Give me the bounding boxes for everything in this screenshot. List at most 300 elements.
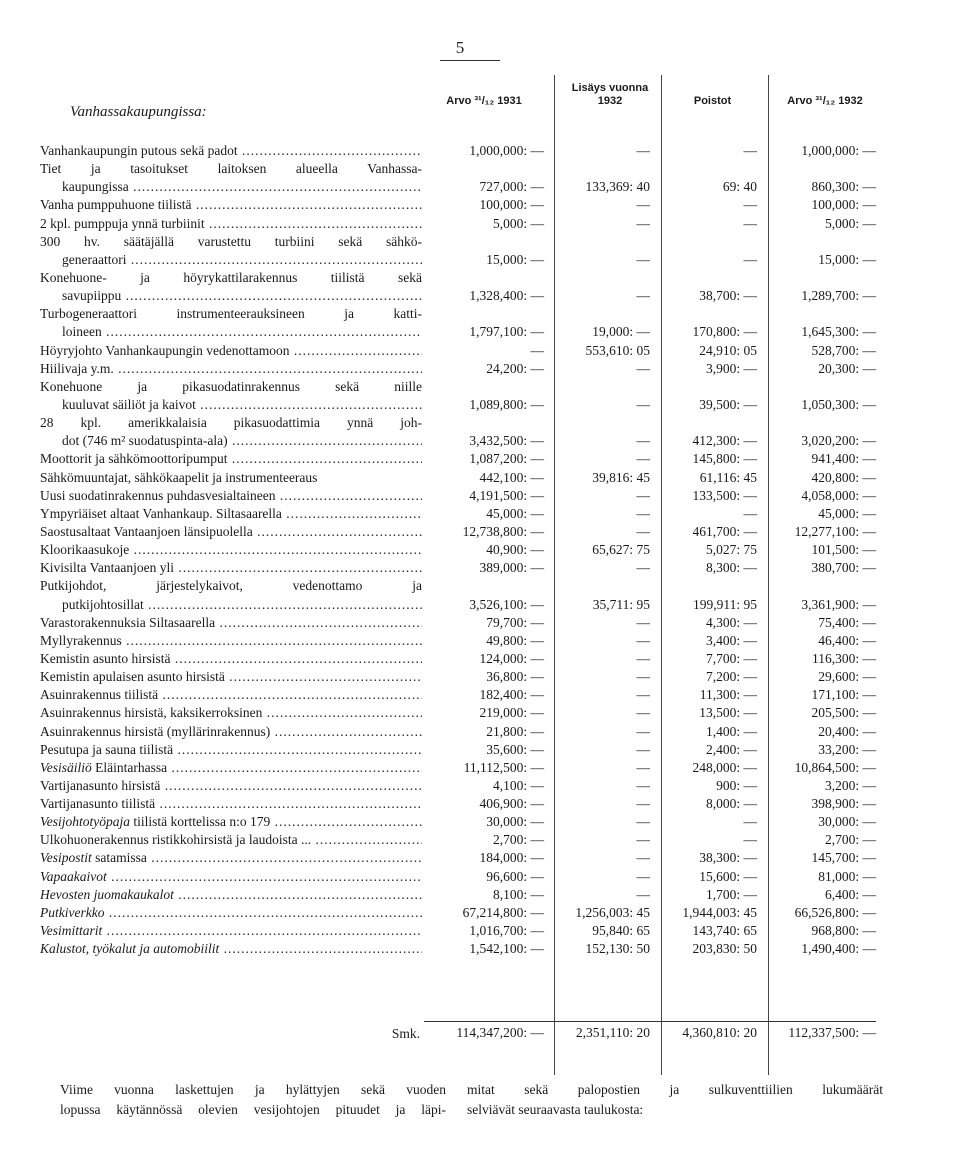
- footer-paragraph-left: [60, 1080, 446, 1120]
- row-label: [40, 414, 422, 450]
- cell-value-1931: 1,328,400: —: [469, 288, 544, 304]
- row-label-line: kuuluvat säiliöt ja kaivot .....: [40, 396, 422, 414]
- row-label: [40, 378, 422, 414]
- cell-deductions: 4,300: —: [705, 614, 757, 630]
- cell-additions-1932: —: [636, 759, 650, 775]
- cell-value-1931: 15,000: —: [486, 251, 544, 267]
- cell-value-1932: 30,000: —: [818, 814, 876, 830]
- table-row: [40, 813, 876, 831]
- row-label: [40, 269, 422, 305]
- cell-value-1931: 1,089,800: —: [469, 396, 544, 412]
- cell-deductions: 900: —: [716, 777, 757, 793]
- cell-deductions: 1,400: —: [705, 723, 757, 739]
- table-row: [40, 831, 876, 849]
- cell-value-1931: 124,000: —: [479, 650, 544, 666]
- cell-value-1932: 1,645,300: —: [801, 324, 876, 340]
- cell-value-1931: 182,400: —: [479, 687, 544, 703]
- row-label-line: Pesutupa ja sauna tiilistä .....: [40, 741, 422, 759]
- cell-value-1932: 75,400: —: [818, 614, 876, 630]
- cell-value-1931: 96,600: —: [486, 868, 544, 884]
- row-label: [40, 922, 422, 940]
- table-row: [40, 196, 876, 214]
- section-title: Vanhassakaupungissa:: [70, 104, 207, 120]
- row-label: [40, 360, 422, 378]
- table-row: [40, 922, 876, 940]
- cell-value-1932: 81,000: —: [818, 868, 876, 884]
- row-label-text: tiilistä korttelissa n:o 179: [130, 814, 271, 830]
- table-row: [40, 650, 876, 668]
- cell-value-1932: 3,361,900: —: [801, 596, 876, 612]
- cell-value-1931: 1,797,100: —: [469, 324, 544, 340]
- cell-value-1932: 860,300: —: [811, 179, 876, 195]
- cell-value-1931: 406,900: —: [479, 796, 544, 812]
- table-row: [40, 795, 876, 813]
- cell-deductions: 13,500: —: [699, 705, 757, 721]
- cell-value-1932: 20,400: —: [818, 723, 876, 739]
- cell-additions-1932: —: [636, 360, 650, 376]
- total-value-1931: 114,347,200: —: [456, 1025, 544, 1040]
- table-row: [40, 632, 876, 650]
- cell-value-1932: 171,100: —: [811, 687, 876, 703]
- total-label: Smk.: [391, 1026, 420, 1042]
- row-label-line: Kemistin asunto hirsistä .....: [40, 650, 422, 668]
- cell-deductions: —: [743, 814, 757, 830]
- column-header-value-1932: Arvo ³¹/₁₂ 1932: [787, 95, 863, 107]
- cell-additions-1932: —: [636, 560, 650, 576]
- cell-deductions: 8,300: —: [705, 560, 757, 576]
- column-header-deductions: Poistot: [693, 95, 732, 107]
- row-label-line: Ulkohuonerakennus ristikkohirsistä ja laudoista ... .....: [40, 831, 422, 849]
- cell-deductions: 11,300: —: [699, 687, 757, 703]
- table-row: [40, 686, 876, 704]
- cell-deductions: —: [743, 215, 757, 231]
- row-label-line: Varastorakennuksia Siltasaarella .....: [40, 614, 422, 632]
- cell-value-1932: 3,020,200: —: [801, 433, 876, 449]
- cell-deductions: 412,300: —: [692, 433, 757, 449]
- table-row: [40, 849, 876, 867]
- row-label-line: putkijohtosillat .....: [40, 596, 422, 614]
- row-label-line: Asuinrakennus hirsistä, kaksikerroksinen .....: [40, 704, 422, 722]
- cell-value-1931: 4,191,500: —: [469, 487, 544, 503]
- cell-additions-1932: —: [636, 433, 650, 449]
- cell-additions-1932: —: [636, 723, 650, 739]
- cell-value-1931: 1,542,100: —: [469, 941, 544, 957]
- cell-value-1931: 12,738,800: —: [462, 523, 544, 539]
- cell-value-1932: 20,300: —: [818, 360, 876, 376]
- footer-right-line: mitat sekä palopostien ja sulkuventtiilien lukumäärät: [467, 1082, 883, 1097]
- row-label-italic: Vesimittarit: [40, 923, 103, 939]
- cell-deductions: —: [743, 251, 757, 267]
- cell-deductions: —: [743, 505, 757, 521]
- cell-value-1931: 2,700: —: [492, 832, 544, 848]
- row-label-line: 28 kpl. amerikkalaisia pikasuodattimia ynnä joh-: [40, 415, 422, 431]
- cell-value-1931: 3,526,100: —: [469, 596, 544, 612]
- cell-deductions: 39,500: —: [699, 396, 757, 412]
- row-label: [40, 305, 422, 341]
- row-label-line: Tiet ja tasoitukset laitoksen alueella Vanhassa-: [40, 161, 422, 177]
- cell-value-1931: 1,016,700: —: [469, 923, 544, 939]
- row-label-line: loineen .....: [40, 323, 422, 341]
- cell-value-1931: 67,214,800: —: [462, 904, 544, 920]
- row-label-line: Myllyrakennus .....: [40, 632, 422, 650]
- row-label: [40, 650, 422, 668]
- cell-additions-1932: —: [636, 523, 650, 539]
- row-label: [40, 831, 422, 849]
- cell-additions-1932: —: [636, 832, 650, 848]
- cell-value-1932: 941,400: —: [811, 451, 876, 467]
- cell-additions-1932: —: [636, 451, 650, 467]
- cell-value-1932: 145,700: —: [811, 850, 876, 866]
- table-row: [40, 759, 876, 777]
- cell-value-1931: 3,432,500: —: [469, 433, 544, 449]
- row-label-line: [40, 886, 422, 904]
- row-label: [40, 795, 422, 813]
- cell-additions-1932: —: [636, 868, 650, 884]
- footer-left-line: lopussa käytännössä olevien vesijohtojen pituudet ja läpi-: [60, 1102, 446, 1117]
- cell-additions-1932: —: [636, 396, 650, 412]
- cell-additions-1932: —: [636, 614, 650, 630]
- cell-deductions: 145,800: —: [692, 451, 757, 467]
- cell-value-1931: 8,100: —: [492, 886, 544, 902]
- row-label-line: generaattori .....: [40, 251, 422, 269]
- cell-value-1932: 528,700: —: [811, 342, 876, 358]
- footer-paragraph-right: [467, 1080, 883, 1120]
- row-label-line: Kemistin apulaisen asunto hirsistä .....: [40, 668, 422, 686]
- row-label: [40, 233, 422, 269]
- row-label: [40, 777, 422, 795]
- cell-value-1931: 727,000: —: [479, 179, 544, 195]
- row-label-line: Ympyriäiset altaat Vanhankaup. Siltasaarella .....: [40, 505, 422, 523]
- cell-value-1931: 100,000: —: [479, 197, 544, 213]
- row-label-line: Asuinrakennus hirsistä (myllärinrakennus) .....: [40, 723, 422, 741]
- cell-deductions: 461,700: —: [692, 523, 757, 539]
- total-rule: [424, 1021, 876, 1022]
- cell-deductions: 1,944,003: 45: [682, 904, 757, 920]
- row-label-italic: Hevosten juomakaukalot: [40, 886, 174, 902]
- cell-deductions: —: [743, 143, 757, 158]
- cell-value-1932: 1,289,700: —: [801, 288, 876, 304]
- row-label-line: Saostusaltaat Vantaanjoen länsipuolella .....: [40, 523, 422, 541]
- row-label-line: Vanha pumppuhuone tiilistä .....: [40, 196, 422, 214]
- row-label: [40, 142, 422, 160]
- cell-value-1931: 184,000: —: [479, 850, 544, 866]
- cell-additions-1932: —: [636, 487, 650, 503]
- cell-value-1932: 4,058,000: —: [801, 487, 876, 503]
- row-label-line: Vartijanasunto hirsistä .....: [40, 777, 422, 795]
- cell-value-1932: 205,500: —: [811, 705, 876, 721]
- cell-value-1931: 4,100: —: [492, 777, 544, 793]
- cell-value-1932: 33,200: —: [818, 741, 876, 757]
- table-row: [40, 614, 876, 632]
- cell-deductions: 7,200: —: [705, 669, 757, 685]
- row-label-line: Vanhankaupungin putous sekä padot .....: [40, 142, 422, 160]
- cell-value-1931: 5,000: —: [492, 215, 544, 231]
- row-label-line: Asuinrakennus tiilistä .....: [40, 686, 422, 704]
- row-label: [40, 469, 422, 487]
- cell-additions-1932: —: [636, 632, 650, 648]
- row-label-line: Uusi suodatinrakennus puhdasvesialtaineen .....: [40, 487, 422, 505]
- table-row: [40, 886, 876, 904]
- table-row: [40, 450, 876, 468]
- page-number-rule: [440, 60, 500, 61]
- table-row: [40, 360, 876, 378]
- cell-deductions: 3,400: —: [705, 632, 757, 648]
- row-label: [40, 632, 422, 650]
- cell-value-1931: 11,112,500: —: [463, 759, 544, 775]
- table-row: [40, 414, 876, 450]
- table-row: [40, 541, 876, 559]
- cell-deductions: 199,911: 95: [693, 596, 757, 612]
- table-row: [40, 668, 876, 686]
- cell-additions-1932: —: [636, 197, 650, 213]
- cell-value-1931: 36,800: —: [486, 669, 544, 685]
- total-deductions: 4,360,810: 20: [682, 1025, 757, 1040]
- row-label-line: Höyryjohto Vanhankaupungin vedenottamoon .....: [40, 342, 422, 360]
- table-row: [40, 378, 876, 414]
- cell-value-1932: 29,600: —: [818, 669, 876, 685]
- row-label: [40, 559, 422, 577]
- cell-value-1931: 442,100: —: [479, 469, 544, 485]
- cell-deductions: 7,700: —: [705, 650, 757, 666]
- cell-additions-1932: —: [636, 288, 650, 304]
- cell-value-1932: 5,000: —: [824, 215, 876, 231]
- cell-value-1932: 66,526,800: —: [794, 904, 876, 920]
- table-row: [40, 868, 876, 886]
- table-row: [40, 233, 876, 269]
- footer-left-line: Viime vuonna laskettujen ja hylättyjen sekä vuoden: [60, 1082, 446, 1097]
- cell-value-1932: 380,700: —: [811, 560, 876, 576]
- cell-additions-1932: —: [636, 705, 650, 721]
- row-label: [40, 741, 422, 759]
- table-row: [40, 741, 876, 759]
- cell-additions-1932: 19,000: —: [592, 324, 650, 340]
- row-label: [40, 886, 422, 904]
- cell-additions-1932: —: [636, 687, 650, 703]
- cell-additions-1932: —: [636, 777, 650, 793]
- cell-value-1931: 21,800: —: [486, 723, 544, 739]
- row-label-line: kaupungissa .....: [40, 178, 422, 196]
- row-label-line: Kivisilta Vantaanjoen yli .....: [40, 559, 422, 577]
- cell-value-1932: 6,400: —: [824, 886, 876, 902]
- table-row: [40, 904, 876, 922]
- row-label-line: Turbogeneraattori instrumenteerauksineen ja katti-: [40, 306, 422, 322]
- table-row: [40, 505, 876, 523]
- cell-deductions: 24,910: 05: [699, 342, 757, 358]
- row-label: [40, 868, 422, 886]
- cell-deductions: 5,027: 75: [705, 542, 757, 558]
- table-row: [40, 160, 876, 196]
- column-header-additions-1932: Lisäys vuonna 1932: [571, 82, 649, 107]
- cell-deductions: —: [743, 832, 757, 848]
- cell-deductions: 61,116: 45: [699, 469, 757, 485]
- row-label-text: satamissa: [91, 850, 147, 866]
- row-label: [40, 541, 422, 559]
- row-label-line: 2 kpl. pumppuja ynnä turbiinit .....: [40, 215, 422, 233]
- cell-deductions: 170,800: —: [692, 324, 757, 340]
- row-label: [40, 849, 422, 867]
- cell-value-1931: 45,000: —: [486, 505, 544, 521]
- cell-additions-1932: —: [636, 886, 650, 902]
- table-row: [40, 704, 876, 722]
- cell-additions-1932: 1,256,003: 45: [575, 904, 650, 920]
- table-row: [40, 487, 876, 505]
- row-label-line: Konehuone- ja höyrykattilarakennus tiilistä sekä: [40, 269, 422, 285]
- row-label: [40, 523, 422, 541]
- footer-right-line: selviävät seuraavasta taulukosta:: [467, 1102, 644, 1117]
- row-label-line: [40, 813, 422, 831]
- table-row: [40, 469, 876, 487]
- cell-additions-1932: 39,816: 45: [592, 469, 650, 485]
- cell-value-1932: 46,400: —: [818, 632, 876, 648]
- cell-additions-1932: —: [636, 251, 650, 267]
- cell-additions-1932: 65,627: 75: [592, 542, 650, 558]
- row-label: [40, 940, 422, 958]
- row-label-italic: Vapaakaivot: [40, 868, 107, 884]
- table-row: [40, 215, 876, 233]
- table-row: [40, 523, 876, 541]
- table-row: [40, 723, 876, 741]
- table-row: [40, 142, 876, 160]
- cell-additions-1932: 152,130: 50: [585, 941, 650, 957]
- row-label: [40, 704, 422, 722]
- column-header-value-1931: Arvo ³¹/₁₂ 1931: [446, 95, 522, 107]
- row-label-line: [40, 922, 422, 940]
- row-label-line: savupiippu .....: [40, 287, 422, 305]
- row-label-line: [40, 940, 422, 958]
- row-label-line: Kloorikaasukoje .....: [40, 541, 422, 559]
- cell-value-1931: 40,900: —: [486, 542, 544, 558]
- row-label: [40, 196, 422, 214]
- cell-deductions: 248,000: —: [692, 759, 757, 775]
- cell-deductions: 3,900: —: [705, 360, 757, 376]
- cell-value-1932: 398,900: —: [811, 796, 876, 812]
- row-label-line: [40, 849, 422, 867]
- row-label-line: [40, 759, 422, 777]
- cell-additions-1932: 35,711: 95: [592, 596, 650, 612]
- cell-value-1932: 2,700: —: [824, 832, 876, 848]
- cell-value-1932: 1,490,400: —: [801, 941, 876, 957]
- table-row: [40, 305, 876, 341]
- cell-additions-1932: 95,840: 65: [592, 923, 650, 939]
- cell-value-1932: 1,050,300: —: [801, 396, 876, 412]
- cell-value-1932: 100,000: —: [811, 197, 876, 213]
- row-label-line: Vartijanasunto tiilistä .....: [40, 795, 422, 813]
- row-label-italic: Putkiverkko: [40, 904, 105, 920]
- cell-value-1931: 30,000: —: [486, 814, 544, 830]
- row-label-line: Hiilivaja y.m. .....: [40, 360, 422, 378]
- row-label: [40, 505, 422, 523]
- row-label: [40, 160, 422, 196]
- row-label-line: Moottorit ja sähkömoottoripumput .....: [40, 450, 422, 468]
- cell-value-1931: —: [530, 342, 544, 358]
- asset-table: [40, 142, 876, 958]
- cell-value-1932: 10,864,500: —: [794, 759, 876, 775]
- cell-additions-1932: —: [636, 850, 650, 866]
- page-number: 5: [455, 38, 465, 57]
- cell-value-1931: 219,000: —: [479, 705, 544, 721]
- cell-value-1932: 45,000: —: [818, 505, 876, 521]
- row-label-text: Eläintarhassa: [91, 759, 168, 775]
- cell-additions-1932: —: [636, 669, 650, 685]
- row-label-italic: Vesisäiliö: [40, 759, 92, 775]
- cell-additions-1932: —: [636, 814, 650, 830]
- cell-value-1932: 101,500: —: [811, 542, 876, 558]
- cell-additions-1932: 133,369: 40: [585, 179, 650, 195]
- cell-additions-1932: —: [636, 505, 650, 521]
- total-value-1932: 112,337,500: —: [788, 1025, 876, 1040]
- cell-deductions: 38,300: —: [699, 850, 757, 866]
- cell-additions-1932: —: [636, 741, 650, 757]
- row-label-italic: Vesijohtotyöpaja: [40, 814, 130, 830]
- table-row: [40, 940, 876, 958]
- cell-deductions: 133,500: —: [692, 487, 757, 503]
- table-row: [40, 577, 876, 613]
- cell-value-1932: 3,200: —: [824, 777, 876, 793]
- cell-deductions: 69: 40: [722, 179, 757, 195]
- row-label: [40, 577, 422, 613]
- table-row: [40, 269, 876, 305]
- cell-deductions: 38,700: —: [699, 288, 757, 304]
- row-label-line: 300 hv. säätäjällä varustettu turbiini sekä sähkö-: [40, 233, 422, 249]
- cell-additions-1932: —: [636, 143, 650, 158]
- total-additions: 2,351,110: 20: [575, 1025, 650, 1040]
- cell-deductions: 8,000: —: [705, 796, 757, 812]
- cell-value-1931: 24,200: —: [486, 360, 544, 376]
- cell-additions-1932: 553,610: 05: [585, 342, 650, 358]
- row-label: [40, 215, 422, 233]
- row-label: [40, 904, 422, 922]
- table-row: [40, 777, 876, 795]
- row-label: [40, 723, 422, 741]
- row-label: [40, 686, 422, 704]
- row-label-line: Sähkömuuntajat, sähkökaapelit ja instrumenteeraus: [40, 469, 318, 485]
- cell-additions-1932: —: [636, 650, 650, 666]
- cell-additions-1932: —: [636, 796, 650, 812]
- cell-deductions: 2,400: —: [705, 741, 757, 757]
- cell-deductions: 1,700: —: [705, 886, 757, 902]
- row-label: [40, 614, 422, 632]
- table-row: [40, 342, 876, 360]
- cell-deductions: 143,740: 65: [692, 923, 757, 939]
- row-label: [40, 342, 422, 360]
- cell-value-1932: 968,800: —: [811, 923, 876, 939]
- cell-deductions: —: [743, 197, 757, 213]
- cell-deductions: 15,600: —: [699, 868, 757, 884]
- cell-additions-1932: —: [636, 215, 650, 231]
- row-label-line: Konehuone ja pikasuodatinrakennus sekä niille: [40, 378, 422, 394]
- cell-value-1931: 389,000: —: [479, 560, 544, 576]
- row-label-italic: Kalustot, työkalut ja automobiilit: [40, 941, 220, 957]
- cell-value-1932: 12,277,100: —: [794, 523, 876, 539]
- cell-value-1931: 79,700: —: [486, 614, 544, 630]
- row-label-italic: Vesipostit: [40, 850, 92, 866]
- row-label: [40, 813, 422, 831]
- cell-value-1931: 1,087,200: —: [469, 451, 544, 467]
- row-label: [40, 487, 422, 505]
- row-label: [40, 450, 422, 468]
- row-label-line: [40, 904, 422, 922]
- cell-value-1932: 1,000,000: —: [801, 143, 876, 158]
- total-row: [40, 1024, 876, 1042]
- row-label: [40, 759, 422, 777]
- row-label-line: Putkijohdot, järjestelykaivot, vedenottamo ja: [40, 578, 422, 594]
- cell-value-1931: 35,600: —: [486, 741, 544, 757]
- cell-value-1931: 49,800: —: [486, 632, 544, 648]
- cell-value-1932: 420,800: —: [811, 469, 876, 485]
- cell-value-1931: 1,000,000: —: [469, 143, 544, 158]
- cell-value-1932: 116,300: —: [812, 650, 876, 666]
- cell-value-1932: 15,000: —: [818, 251, 876, 267]
